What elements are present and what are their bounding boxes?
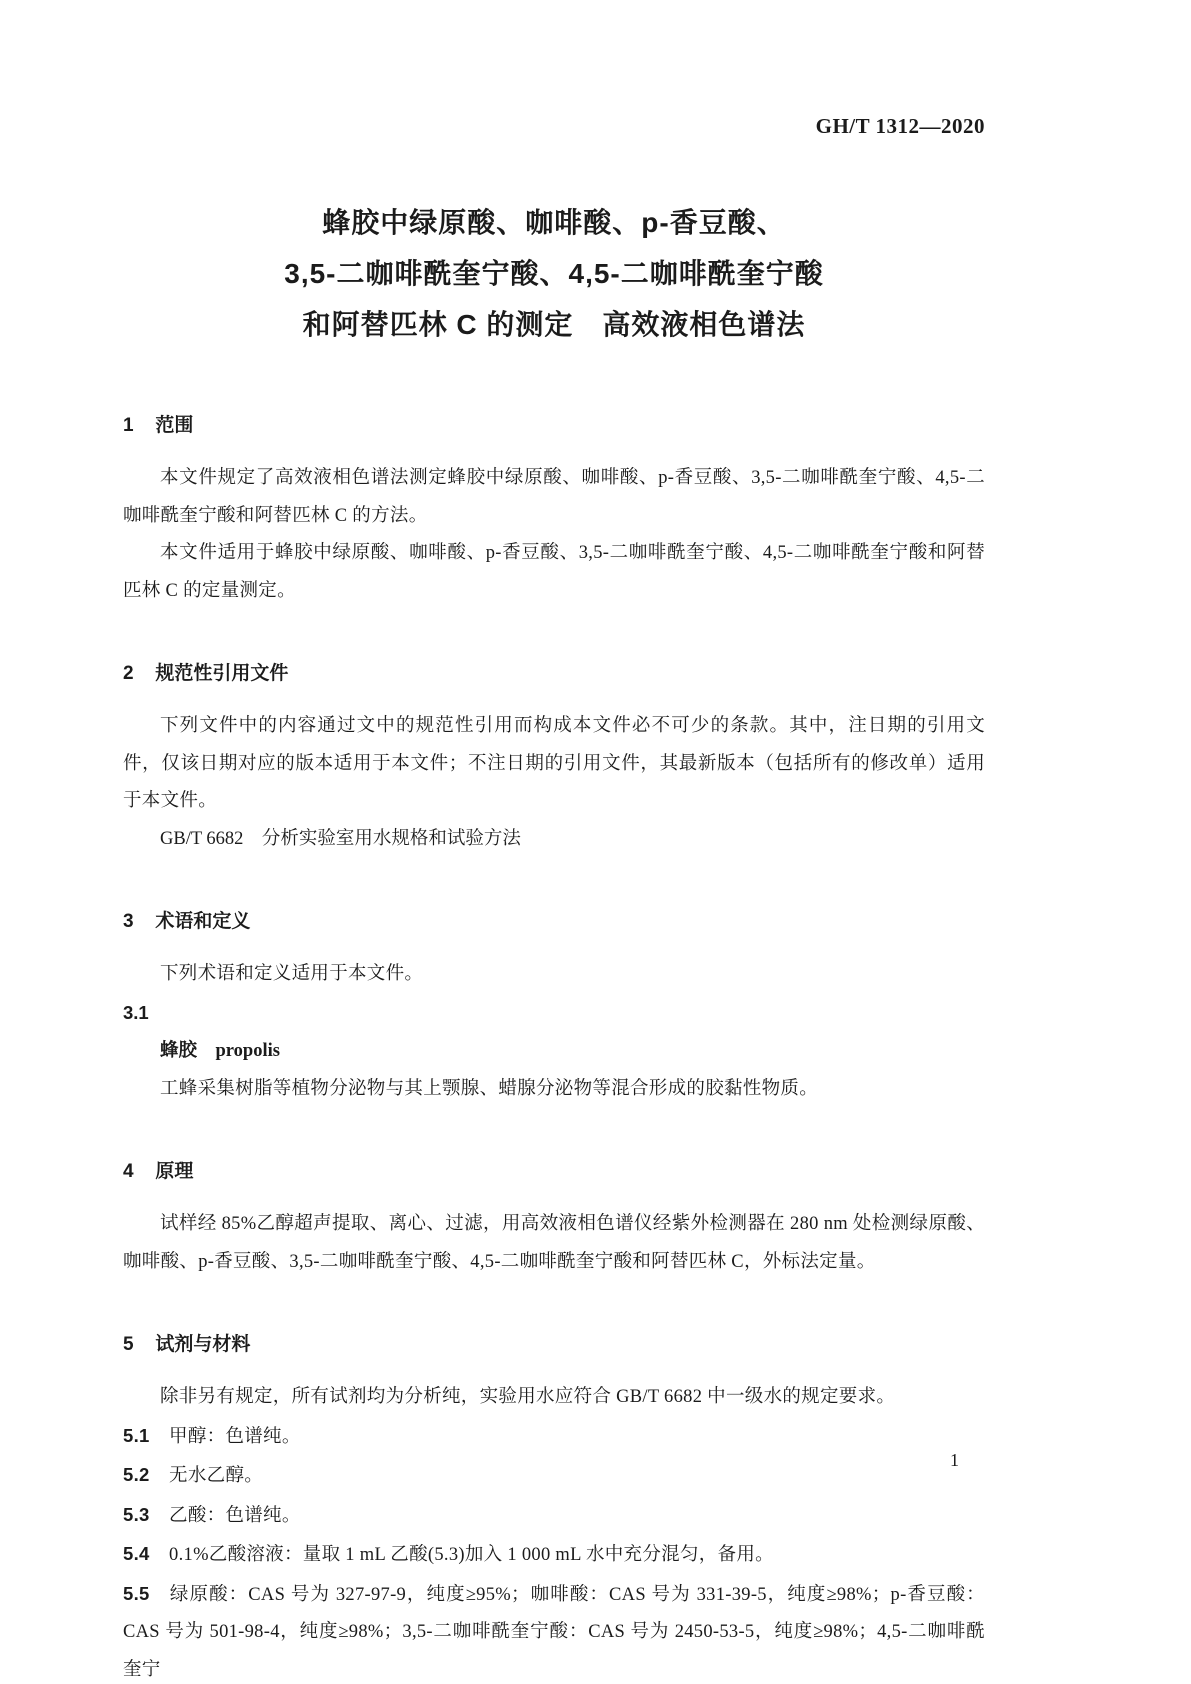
reagent-item-5-4-text: 0.1%乙酸溶液：量取 1 mL 乙酸(5.3)加入 1 000 mL 水中充分混匀，备用。 [169, 1545, 774, 1565]
terms-intro: 下列术语和定义适用于本文件。 [160, 964, 424, 984]
title-line-2: 3,5-二咖啡酰奎宁酸、4,5-二咖啡酰奎宁酸 [284, 258, 824, 289]
section-2-number: 2 [123, 663, 134, 684]
title-line-1: 蜂胶中绿原酸、咖啡酸、p-香豆酸、 [322, 207, 786, 238]
scope-paragraph-2: 本文件适用于蜂胶中绿原酸、咖啡酸、p-香豆酸、3,5-二咖啡酰奎宁酸、4,5-二咖啡酰奎宁酸和阿替匹林 C 的定量测定。 [123, 543, 985, 601]
section-5-number: 5 [123, 1334, 134, 1355]
reagent-item-5-5-number: 5.5 [123, 1582, 150, 1604]
reagent-item-5-5-text: 绿原酸：CAS 号为 327-97-9，纯度≥95%；咖啡酸：CAS 号为 331-39-5，纯度≥98%；p-香豆酸：CAS 号为 501-98-4，纯度≥98%；3,5-二咖啡酰奎宁酸：CAS 号为 2450-53-5，纯度≥98%；4,5-二咖啡酰奎宁 [123, 1584, 985, 1680]
reagent-item-5-5 [123, 1575, 985, 1684]
reagent-item-5-1 [123, 1417, 985, 1457]
section-1-number: 1 [123, 415, 134, 436]
document-title [123, 197, 985, 350]
title-line-3: 和阿替匹林 C 的测定 高效液相色谱法 [302, 309, 806, 340]
reagents-intro: 除非另有规定，所有试剂均为分析纯，实验用水应符合 GB/T 6682 中一级水的规定要求。 [160, 1387, 896, 1407]
term-clause-number: 3.1 [123, 1001, 149, 1023]
section-1-title: 范围 [155, 415, 194, 436]
reagent-item-5-2-text: 无水乙醇。 [169, 1466, 264, 1486]
reagent-item-5-3 [123, 1496, 985, 1536]
page-number: 1 [950, 1450, 959, 1470]
section-2-heading [123, 662, 985, 686]
reagent-item-5-4 [123, 1535, 985, 1575]
reagent-item-5-3-text: 乙酸：色谱纯。 [169, 1505, 301, 1526]
section-4-number: 4 [123, 1161, 134, 1182]
section-5-heading [123, 1333, 985, 1357]
normative-refs-paragraph: 下列文件中的内容通过文中的规范性引用而构成本文件必不可少的条款。其中，注日期的引用文件，仅该日期对应的版本适用于本文件；不注日期的引用文件，其最新版本（包括所有的修改单）适用于本文件。 [123, 716, 985, 811]
reagent-item-5-4-number: 5.4 [123, 1543, 150, 1564]
principle-paragraph: 试样经 85%乙醇超声提取、离心、过滤，用高效液相色谱仪经紫外检测器在 280 nm 处检测绿原酸、咖啡酸、p-香豆酸、3,5-二咖啡酰奎宁酸、4,5-二咖啡酰奎宁酸和阿替匹林 C，外标法定量。 [123, 1214, 985, 1272]
reagent-item-5-1-text: 甲醇：色谱纯。 [169, 1426, 301, 1447]
section-3-title: 术语和定义 [155, 911, 251, 932]
section-5-title: 试剂与材料 [155, 1334, 251, 1355]
section-2-title: 规范性引用文件 [155, 663, 289, 684]
reagent-item-5-1-number: 5.1 [123, 1424, 150, 1446]
term-name-english: propolis [215, 1041, 280, 1061]
section-4-title: 原理 [155, 1161, 194, 1182]
section-4-heading [123, 1160, 985, 1184]
term-name-chinese: 蜂胶 [160, 1039, 198, 1060]
term-definition: 工蜂采集树脂等植物分泌物与其上颚腺、蜡腺分泌物等混合形成的胶黏性物质。 [160, 1078, 819, 1099]
reagent-item-5-2 [123, 1456, 985, 1496]
section-3-number: 3 [123, 911, 134, 932]
section-1-heading [123, 414, 985, 438]
term-entry [123, 1031, 985, 1071]
normative-reference-entry: GB/T 6682 分析实验室用水规格和试验方法 [160, 828, 521, 849]
scope-paragraph-1: 本文件规定了高效液相色谱法测定蜂胶中绿原酸、咖啡酸、p-香豆酸、3,5-二咖啡酰奎宁酸、4,5-二咖啡酰奎宁酸和阿替匹林 C 的方法。 [123, 468, 985, 526]
page-content [123, 0, 985, 1684]
doc-number: GH/T 1312—2020 [815, 114, 985, 138]
reagent-item-5-2-number: 5.2 [123, 1464, 150, 1485]
reagent-item-5-3-number: 5.3 [123, 1503, 150, 1525]
section-3-heading [123, 910, 985, 934]
